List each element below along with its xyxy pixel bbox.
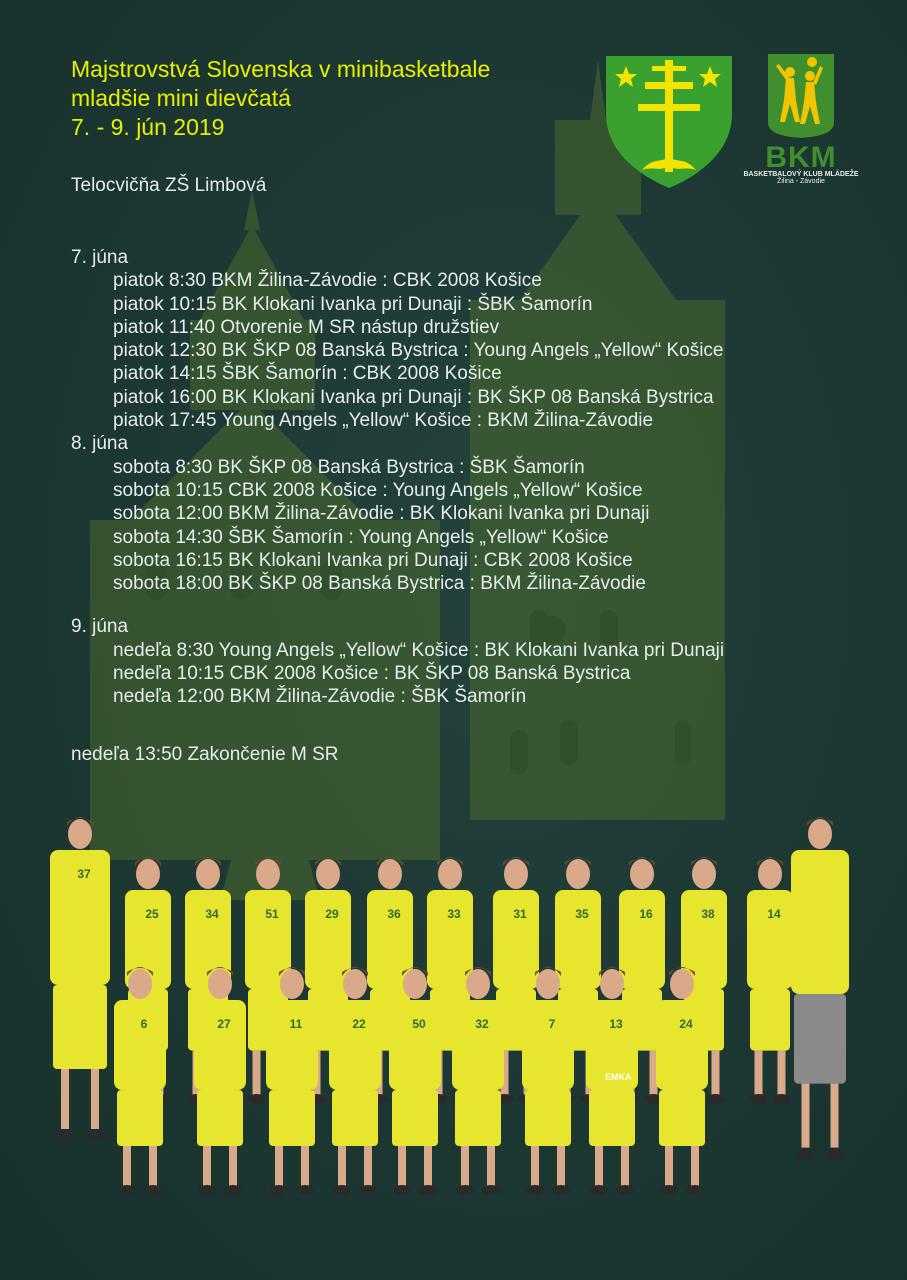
list-item: sobota 8:30 BK ŠKP 08 Banská Bystrica : ŠBK Šamorín [113,456,585,478]
jersey-number: 16 [639,907,653,921]
day-label: 7. júna [71,247,129,268]
player-figure [656,967,708,1195]
title-line-2: mladšie mini dievčatá [71,85,291,111]
venue: Telocvičňa ZŠ Limbová [71,175,267,196]
player-figure [266,967,318,1195]
day-label: 8. júna [71,433,129,455]
list-item: sobota 12:00 BKM Žilina-Závodie : BK Klokani Ivanka pri Dunaji [113,503,650,525]
coach-figure [50,817,110,1140]
basketball-players-icon [766,52,836,138]
jersey-number: 22 [352,1017,366,1031]
coach-figure [791,817,849,1159]
schedule [71,246,724,709]
closing-ceremony: nedeľa 13:50 Zakončenie M SR [71,744,339,765]
list-item: piatok 12:30 BK ŠKP 08 Banská Bystrica : Young Angels „Yellow“ Košice [113,340,724,362]
jersey-number: 37 [77,867,91,881]
jersey-number: 34 [205,907,219,921]
list-item: sobota 14:30 ŠBK Šamorín : Young Angels „Yellow“ Košice [113,526,609,548]
jersey-number: 7 [548,1017,556,1031]
list-item: nedeľa 12:00 BKM Žilina-Závodie : ŠBK Šamorín [113,686,527,708]
player-figure [747,857,793,1104]
jersey-number: 24 [679,1017,693,1031]
jersey-number: 27 [217,1017,231,1031]
jersey-number: 51 [265,907,279,921]
poster-title [71,55,490,142]
list-item: sobota 10:15 CBK 2008 Košice : Young Angels „Yellow“ Košice [113,479,643,501]
jersey-number: 36 [387,907,401,921]
jersey-number: 29 [325,907,339,921]
player-figure [452,967,504,1195]
jersey-number: 38 [701,907,715,921]
jersey-number: 31 [513,907,527,921]
jersey-number: 14 [767,907,781,921]
player-figure [389,967,441,1195]
player-figure [114,967,166,1195]
jersey-number: 32 [475,1017,489,1031]
spacer [71,595,724,615]
list-item: sobota 18:00 BK ŠKP 08 Banská Bystrica : BKM Žilina-Závodie [113,573,646,595]
jersey-number: 35 [575,907,589,921]
title-line-1: Majstrovstvá Slovenska v minibasketbale [71,56,491,82]
bkm-logo [736,52,866,185]
list-item: piatok 8:30 BKM Žilina-Závodie : CBK 2008 Košice [113,270,542,292]
bkm-letters: BKM [765,141,837,174]
list-item: piatok 16:00 BK Klokani Ivanka pri Dunaji : BK ŠKP 08 Banská Bystrica [113,386,714,408]
list-item: piatok 17:45 Young Angels „Yellow“ Košice : BKM Žilina-Závodie [113,410,654,432]
list-item: piatok 11:40 Otvorenie M SR nástup družstiev [113,316,500,338]
list-item: piatok 14:15 ŠBK Šamorín : CBK 2008 Košice [113,363,502,385]
sponsor-label: EMKA [605,1072,632,1082]
jersey-number: 50 [412,1017,426,1031]
day-label: 9. júna [71,616,129,638]
jersey-number: 13 [609,1017,623,1031]
jersey-number: 11 [289,1017,303,1031]
player-figure [522,967,574,1195]
bkm-city: Žilina - Závodie [777,178,825,185]
player-figure [194,967,246,1195]
zilina-crest-icon [602,52,736,190]
list-item: sobota 16:15 BK Klokani Ivanka pri Dunaji : CBK 2008 Košice [113,549,633,571]
bkm-subtitle: BASKETBALOVÝ KLUB MLÁDEŽE [743,171,859,178]
list-item: piatok 10:15 BK Klokani Ivanka pri Dunaji : ŠBK Šamorín [113,293,593,315]
jersey-number: 6 [140,1017,148,1031]
jersey-number: 33 [447,907,461,921]
player-figure [329,967,381,1195]
jersey-number: 25 [145,907,159,921]
title-dates: 7. - 9. jún 2019 [71,114,225,140]
list-item: nedeľa 8:30 Young Angels „Yellow“ Košice : BK Klokani Ivanka pri Dunaji [113,639,725,661]
team-photo [30,810,880,1220]
list-item: nedeľa 10:15 CBK 2008 Košice : BK ŠKP 08 Banská Bystrica [113,663,631,685]
